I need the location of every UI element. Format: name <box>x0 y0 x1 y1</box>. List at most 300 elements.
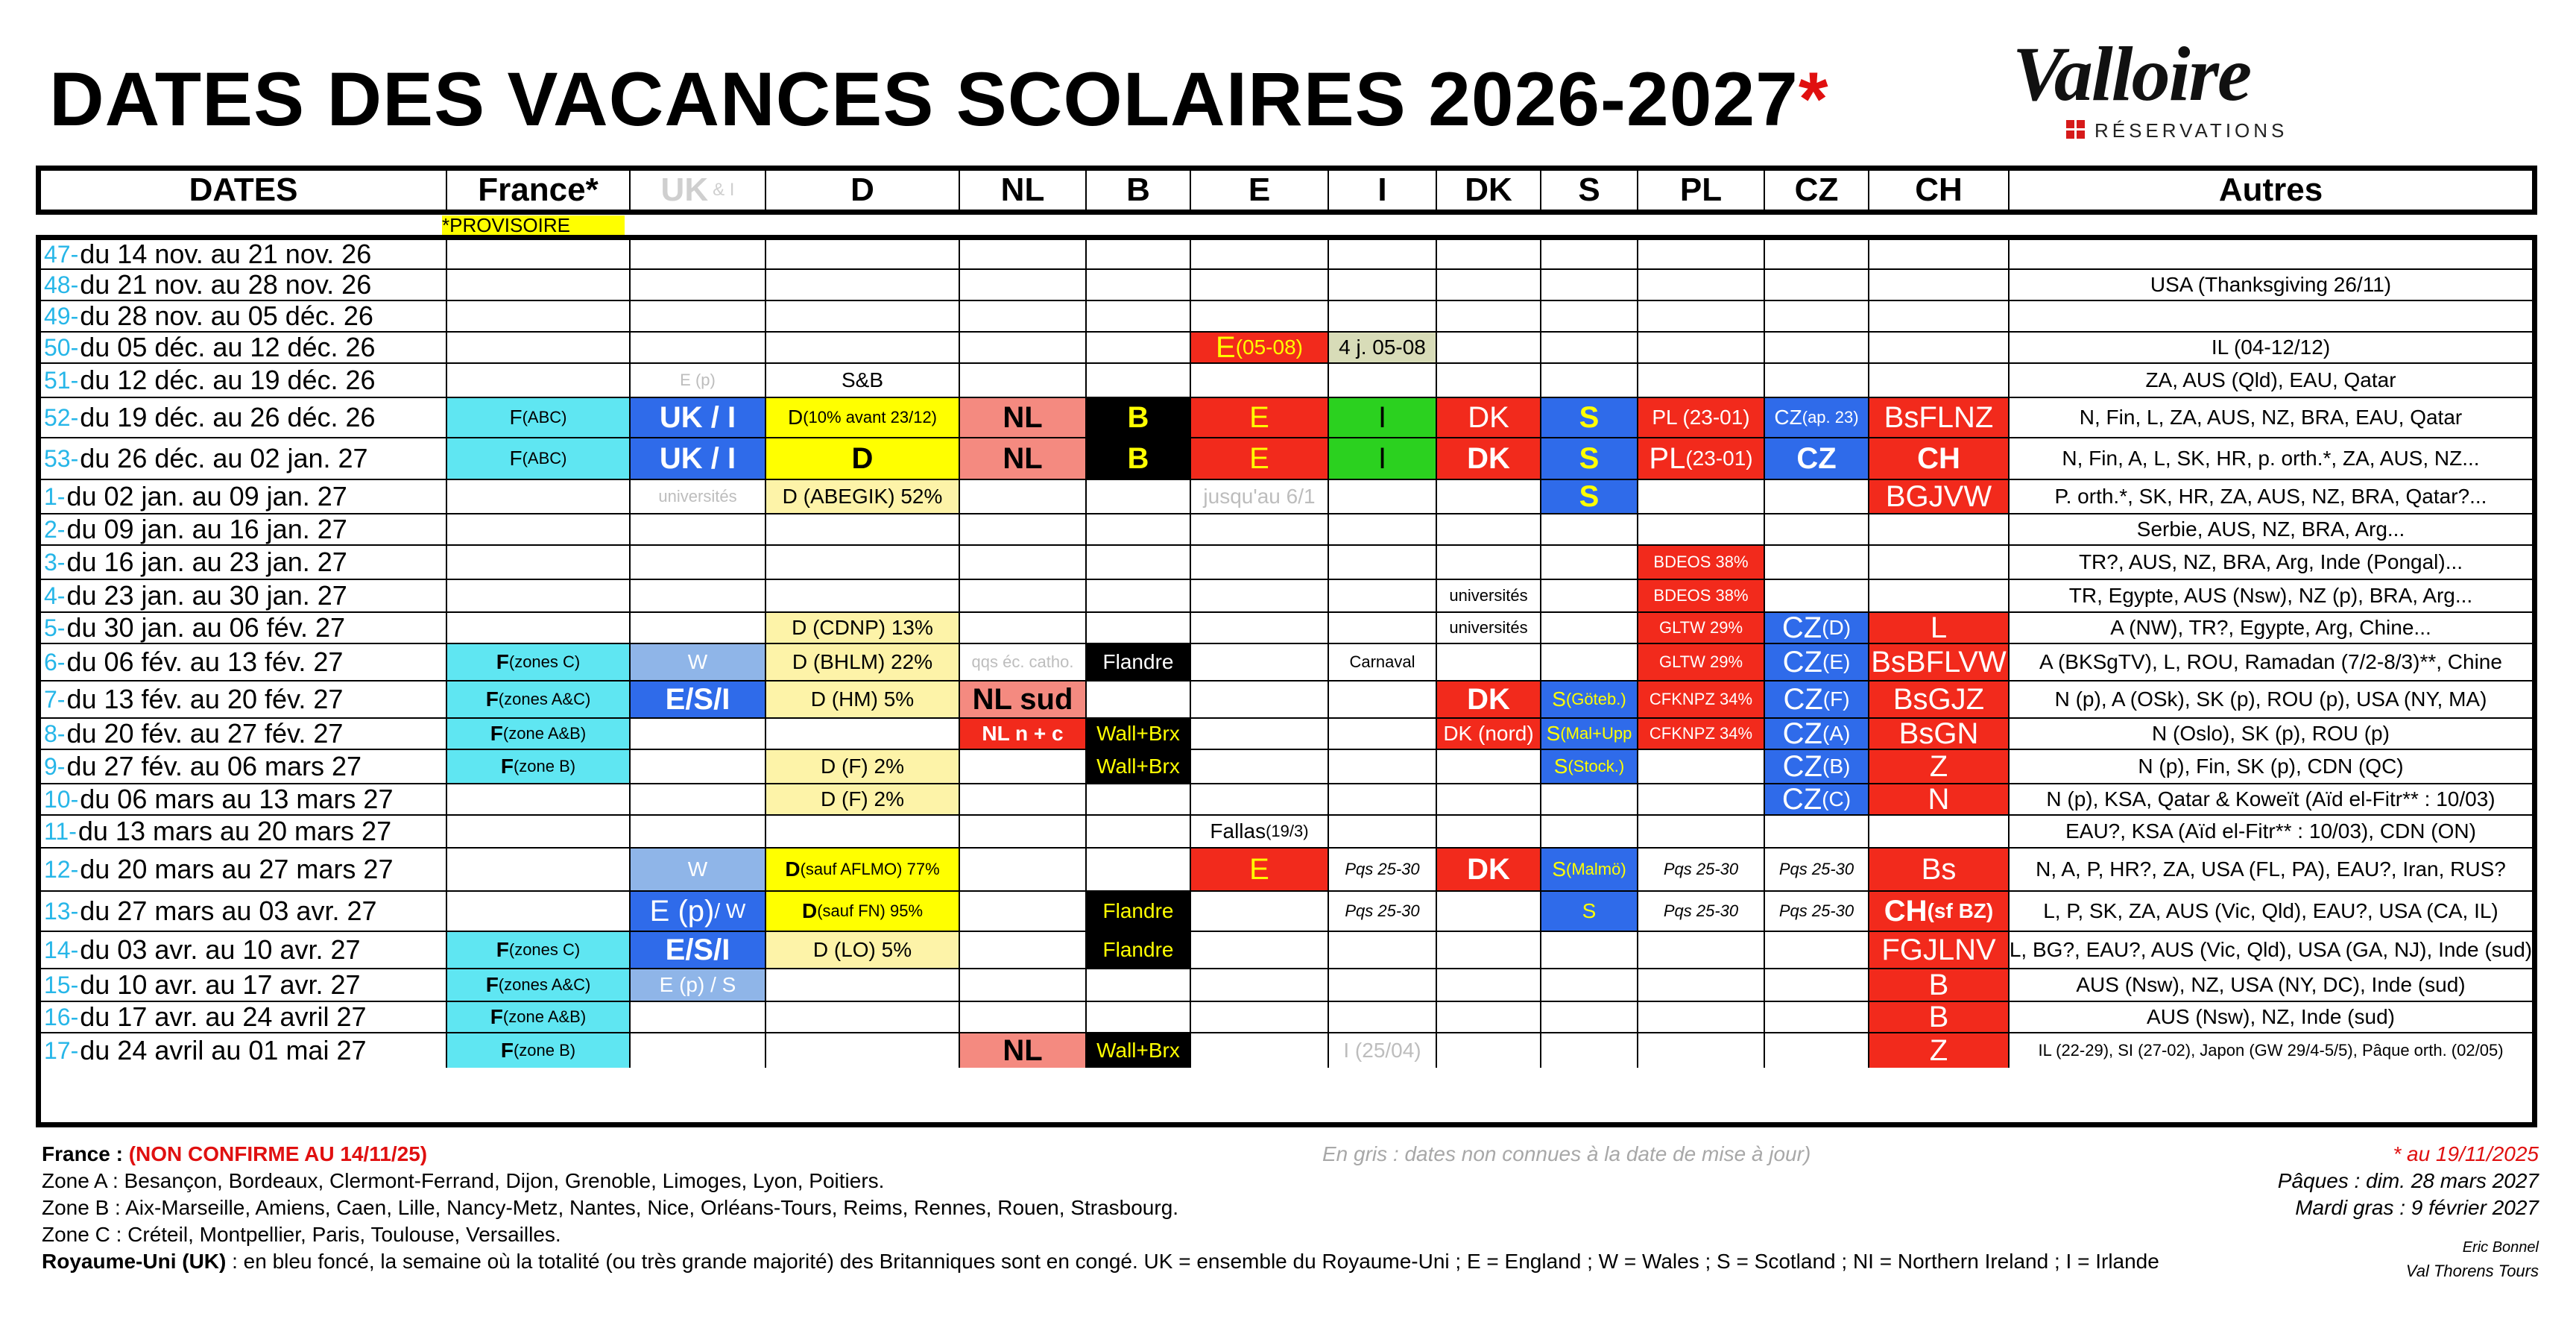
cell-ch: BsGN <box>1869 719 2010 749</box>
date-cell <box>41 546 447 579</box>
cell-pl <box>1638 270 1765 300</box>
date-cell <box>41 240 447 268</box>
cell-e <box>1191 892 1329 931</box>
date-cell <box>41 480 447 513</box>
cell-autres: ZA, AUS (Qld), EAU, Qatar <box>2145 368 2396 391</box>
cell-dk: DK <box>1437 398 1541 437</box>
header-nl: NL <box>960 171 1087 210</box>
week-number: 3- <box>44 548 66 576</box>
cell-nl <box>960 301 1087 331</box>
cell-pl <box>1638 514 1765 544</box>
cell-france: F (zones A&C) <box>447 682 631 717</box>
cell-dk <box>1437 546 1541 579</box>
cell-s <box>1541 613 1638 643</box>
cell-autres: AUS (Nsw), NZ, Inde (sud) <box>2147 1005 2395 1028</box>
cell-france: F (zones C) <box>447 932 631 968</box>
cell-dk <box>1437 816 1541 847</box>
date-cell <box>41 398 447 437</box>
cell-cz <box>1765 364 1869 397</box>
cell-pl <box>1638 784 1765 814</box>
cell-france: F (ABC) <box>447 398 631 437</box>
cell-uk: E (p) <box>631 364 766 397</box>
cell-s <box>1541 784 1638 814</box>
cell-e: E <box>1191 398 1329 437</box>
cell-pl: GLTW 29% <box>1638 644 1765 680</box>
header-cz: CZ <box>1765 171 1869 210</box>
cell-autres: N (p), KSA, Qatar & Koweït (Aïd el-Fitr** : 10/03) <box>2046 787 2496 810</box>
cell-i <box>1329 613 1437 643</box>
date-range: du 20 mars au 27 mars 27 <box>80 854 394 884</box>
date-cell <box>41 613 447 643</box>
cell-dk <box>1437 892 1541 931</box>
cell-e: E (05-08) <box>1191 333 1329 362</box>
cell-b: Wall+Brx <box>1087 719 1191 749</box>
cell-uk <box>631 514 766 544</box>
cell-autres: L, BG?, EAU?, AUS (Vic, Qld), USA (GA, NJ), Inde (sud) <box>2010 938 2532 961</box>
date-cell <box>41 682 447 717</box>
week-number: 2- <box>44 515 66 543</box>
table-row <box>41 932 2532 969</box>
cell-b: Wall+Brx <box>1087 750 1191 783</box>
cell-france <box>447 514 631 544</box>
cell-nl <box>960 816 1087 847</box>
cell-d: D (F) 2% <box>766 784 960 814</box>
cell-ch: Bs <box>1869 849 2010 890</box>
date-range: du 12 déc. au 19 déc. 26 <box>80 365 376 395</box>
week-number: 1- <box>44 482 66 510</box>
cell-nl: NL <box>960 398 1087 437</box>
cell-ch <box>1869 333 2010 362</box>
page-title: DATES DES VACANCES SCOLAIRES 2026-2027* <box>49 57 1829 142</box>
logo-dots-icon <box>2066 120 2086 139</box>
cell-pl: BDEOS 38% <box>1638 580 1765 611</box>
table-row <box>41 1002 2532 1033</box>
week-number: 10- <box>44 785 79 813</box>
table-row <box>41 364 2532 398</box>
cell-france: F (zone B) <box>447 750 631 783</box>
cell-d: D (10% avant 23/12) <box>766 398 960 437</box>
cell-dk <box>1437 364 1541 397</box>
cell-nl: NL <box>960 438 1087 479</box>
cell-france <box>447 240 631 268</box>
header-france: France* <box>447 171 631 210</box>
cell-dk <box>1437 969 1541 1001</box>
cell-france: F (zones C) <box>447 644 631 680</box>
date-cell <box>41 270 447 300</box>
cell-b <box>1087 480 1191 513</box>
cell-e <box>1191 644 1329 680</box>
table-row <box>41 892 2532 932</box>
cell-pl <box>1638 1002 1765 1032</box>
cell-ch: B <box>1869 969 2010 1001</box>
table-row <box>41 969 2532 1002</box>
cell-autres: TR?, AUS, NZ, BRA, Arg, Inde (Pongal)... <box>2078 550 2463 573</box>
date-range: du 03 avr. au 10 avr. 27 <box>80 934 361 965</box>
week-number: 13- <box>44 897 79 925</box>
header-dk: DK <box>1437 171 1541 210</box>
table-row <box>41 301 2532 333</box>
cell-pl <box>1638 333 1765 362</box>
cell-nl <box>960 240 1087 268</box>
footer-mardi-gras: Mardi gras : 9 février 2027 <box>2295 1196 2539 1219</box>
cell-france <box>447 613 631 643</box>
cell-cz <box>1765 969 1869 1001</box>
cell-b: Flandre <box>1087 892 1191 931</box>
footer-france-label: France : <box>42 1142 123 1165</box>
cell-cz: CZ (D) <box>1765 613 1869 643</box>
cell-pl: CFKNPZ 34% <box>1638 682 1765 717</box>
cell-i <box>1329 546 1437 579</box>
cell-uk: E (p) / W <box>631 892 766 931</box>
cell-i <box>1329 784 1437 814</box>
cell-s <box>1541 816 1638 847</box>
table-row <box>41 750 2532 784</box>
cell-i <box>1329 932 1437 968</box>
cell-uk: W <box>631 849 766 890</box>
cell-i: I <box>1329 438 1437 479</box>
cell-s: S <box>1541 892 1638 931</box>
cell-d: D (sauf FN) 95% <box>766 892 960 931</box>
date-range: du 24 avril au 01 mai 27 <box>80 1035 367 1066</box>
date-range: du 17 avr. au 24 avril 27 <box>80 1002 367 1032</box>
cell-autres: USA (Thanksgiving 26/11) <box>2150 273 2392 296</box>
date-range: du 05 déc. au 12 déc. 26 <box>80 333 376 362</box>
cell-i: Pqs 25-30 <box>1329 892 1437 931</box>
logo-subtitle: RÉSERVATIONS <box>2094 119 2288 142</box>
date-cell <box>41 932 447 968</box>
week-number: 7- <box>44 685 66 713</box>
date-cell <box>41 719 447 749</box>
cell-dk <box>1437 784 1541 814</box>
cell-france <box>447 364 631 397</box>
table-row <box>41 270 2532 301</box>
cell-e <box>1191 240 1329 268</box>
cell-cz <box>1765 816 1869 847</box>
cell-france: F (zone B) <box>447 1033 631 1068</box>
cell-dk <box>1437 1033 1541 1068</box>
cell-s <box>1541 546 1638 579</box>
week-number: 48- <box>44 271 79 298</box>
cell-autres: N, Fin, L, ZA, AUS, NZ, BRA, EAU, Qatar <box>2079 406 2463 429</box>
cell-france: F (ABC) <box>447 438 631 479</box>
cell-uk: E/S/I <box>631 682 766 717</box>
cell-dk <box>1437 750 1541 783</box>
cell-s <box>1541 240 1638 268</box>
cell-autres <box>2010 240 2532 268</box>
table-row <box>41 784 2532 816</box>
header-b: B <box>1087 171 1191 210</box>
date-range: du 26 déc. au 02 jan. 27 <box>80 443 368 473</box>
cell-france <box>447 580 631 611</box>
provisoire-label: *PROVISOIRE <box>442 215 625 236</box>
cell-b <box>1087 514 1191 544</box>
cell-s <box>1541 580 1638 611</box>
cell-ch <box>1869 364 2010 397</box>
header-ch: CH <box>1869 171 2010 210</box>
cell-b: Wall+Brx <box>1087 1033 1191 1068</box>
cell-uk <box>631 546 766 579</box>
cell-nl <box>960 849 1087 890</box>
footer-zone-b: Zone B : Aix-Marseille, Amiens, Caen, Lille, Nancy-Metz, Nantes, Nice, Orléans-Tours, Reims, Rennes, Rouen, Strasbourg. <box>42 1196 1179 1219</box>
cell-pl <box>1638 969 1765 1001</box>
table-row <box>41 438 2532 480</box>
cell-nl <box>960 546 1087 579</box>
header-uk: UK & I <box>631 171 766 210</box>
cell-autres: N, A, P, HR?, ZA, USA (FL, PA), EAU?, Iran, RUS? <box>2036 857 2506 881</box>
footer-uk-label: Royaume-Uni (UK) <box>42 1250 227 1273</box>
cell-uk <box>631 816 766 847</box>
cell-cz <box>1765 546 1869 579</box>
cell-cz <box>1765 514 1869 544</box>
cell-s <box>1541 364 1638 397</box>
date-range: du 30 jan. au 06 fév. 27 <box>66 613 346 643</box>
week-number: 8- <box>44 720 66 747</box>
cell-cz <box>1765 333 1869 362</box>
cell-nl <box>960 580 1087 611</box>
header-d: D <box>766 171 960 210</box>
cell-b <box>1087 969 1191 1001</box>
cell-d <box>766 301 960 331</box>
header-dates: DATES <box>41 171 447 210</box>
cell-nl: qqs éc. catho. <box>960 644 1087 680</box>
date-cell <box>41 438 447 479</box>
cell-nl <box>960 364 1087 397</box>
date-cell <box>41 750 447 783</box>
cell-uk: W <box>631 644 766 680</box>
cell-i <box>1329 969 1437 1001</box>
cell-s <box>1541 969 1638 1001</box>
cell-pl <box>1638 932 1765 968</box>
week-number: 5- <box>44 614 66 641</box>
cell-france: F (zone A&B) <box>447 1002 631 1032</box>
cell-ch <box>1869 301 2010 331</box>
cell-pl <box>1638 1033 1765 1068</box>
cell-dk <box>1437 301 1541 331</box>
date-range: du 23 jan. au 30 jan. 27 <box>66 580 347 611</box>
cell-s: S <box>1541 480 1638 513</box>
week-number: 50- <box>44 333 79 361</box>
cell-ch <box>1869 816 2010 847</box>
holiday-table <box>36 235 2537 1127</box>
cell-autres: N, Fin, A, L, SK, HR, p. orth.*, ZA, AUS, NZ... <box>2062 447 2480 470</box>
cell-cz <box>1765 240 1869 268</box>
cell-france <box>447 892 631 931</box>
cell-s: S <box>1541 438 1638 479</box>
cell-uk <box>631 333 766 362</box>
cell-d: D <box>766 438 960 479</box>
table-header <box>36 166 2537 215</box>
cell-cz: CZ (F) <box>1765 682 1869 717</box>
cell-nl <box>960 750 1087 783</box>
cell-ch: BsFLNZ <box>1869 398 2010 437</box>
cell-nl: NL n + c <box>960 719 1087 749</box>
week-number: 12- <box>44 855 79 883</box>
cell-nl <box>960 784 1087 814</box>
cell-autres: EAU?, KSA (Aïd el-Fitr** : 10/03), CDN (ON) <box>2065 819 2476 843</box>
cell-b <box>1087 546 1191 579</box>
cell-d: D (LO) 5% <box>766 932 960 968</box>
date-range: du 06 mars au 13 mars 27 <box>80 784 394 814</box>
table-row <box>41 849 2532 892</box>
cell-autres: A (BKSgTV), L, ROU, Ramadan (7/2-8/3)**, Chine <box>2039 650 2502 673</box>
cell-ch <box>1869 270 2010 300</box>
table-row <box>41 682 2532 719</box>
cell-i <box>1329 480 1437 513</box>
cell-e: E <box>1191 438 1329 479</box>
cell-dk: universités <box>1437 580 1541 611</box>
cell-ch: BsGJZ <box>1869 682 2010 717</box>
cell-cz: Pqs 25-30 <box>1765 892 1869 931</box>
cell-s: S (Malmö) <box>1541 849 1638 890</box>
date-cell <box>41 514 447 544</box>
cell-b <box>1087 364 1191 397</box>
cell-b <box>1087 270 1191 300</box>
cell-pl: PL (23-01) <box>1638 398 1765 437</box>
cell-s: S (Göteb.) <box>1541 682 1638 717</box>
cell-ch: Z <box>1869 1033 2010 1068</box>
date-cell <box>41 301 447 331</box>
cell-pl <box>1638 301 1765 331</box>
cell-autres <box>2010 301 2532 331</box>
cell-b <box>1087 784 1191 814</box>
cell-dk: DK <box>1437 682 1541 717</box>
cell-ch: B <box>1869 1002 2010 1032</box>
cell-cz: CZ (ap. 23) <box>1765 398 1869 437</box>
cell-pl: CFKNPZ 34% <box>1638 719 1765 749</box>
week-number: 6- <box>44 648 66 676</box>
cell-dk <box>1437 270 1541 300</box>
cell-cz <box>1765 301 1869 331</box>
cell-d: D (CDNP) 13% <box>766 613 960 643</box>
date-range: du 06 fév. au 13 fév. 27 <box>66 646 344 677</box>
date-range: du 27 fév. au 06 mars 27 <box>66 751 362 781</box>
date-range: du 16 jan. au 23 jan. 27 <box>66 547 347 577</box>
cell-s <box>1541 270 1638 300</box>
cell-cz: CZ <box>1765 438 1869 479</box>
cell-ch: Z <box>1869 750 2010 783</box>
cell-s <box>1541 333 1638 362</box>
cell-dk <box>1437 333 1541 362</box>
date-range: du 28 nov. au 05 déc. 26 <box>80 301 373 331</box>
cell-i <box>1329 364 1437 397</box>
cell-d <box>766 240 960 268</box>
header-pl: PL <box>1638 171 1765 210</box>
cell-autres: P. orth.*, SK, HR, ZA, AUS, NZ, BRA, Qatar?... <box>2054 485 2487 508</box>
cell-pl: Pqs 25-30 <box>1638 849 1765 890</box>
date-cell <box>41 849 447 890</box>
cell-pl <box>1638 364 1765 397</box>
cell-b <box>1087 333 1191 362</box>
cell-b: Flandre <box>1087 932 1191 968</box>
cell-b: B <box>1087 398 1191 437</box>
cell-e <box>1191 613 1329 643</box>
table-row <box>41 1033 2532 1068</box>
date-range: du 20 fév. au 27 fév. 27 <box>66 719 344 749</box>
cell-b <box>1087 682 1191 717</box>
cell-d <box>766 1002 960 1032</box>
cell-b <box>1087 816 1191 847</box>
cell-e <box>1191 270 1329 300</box>
cell-i <box>1329 270 1437 300</box>
cell-uk: universités <box>631 480 766 513</box>
cell-b: B <box>1087 438 1191 479</box>
table-row <box>41 398 2532 438</box>
header-autres: Autres <box>2218 171 2323 208</box>
cell-dk <box>1437 932 1541 968</box>
cell-ch: BsBFLVW <box>1869 644 2010 680</box>
cell-autres: IL (22-29), SI (27-02), Japon (GW 29/4-5/5), Pâque orth. (02/05) <box>2038 1041 2504 1060</box>
cell-uk: E/S/I <box>631 932 766 968</box>
cell-pl <box>1638 240 1765 268</box>
cell-i: Carnaval <box>1329 644 1437 680</box>
footer-author: Eric Bonnel <box>2462 1239 2539 1256</box>
cell-nl: NL sud <box>960 682 1087 717</box>
cell-b <box>1087 301 1191 331</box>
cell-d <box>766 580 960 611</box>
cell-e <box>1191 1033 1329 1068</box>
week-number: 11- <box>44 817 77 845</box>
cell-d: D (F) 2% <box>766 750 960 783</box>
cell-i: I <box>1329 398 1437 437</box>
cell-i <box>1329 1002 1437 1032</box>
cell-nl <box>960 613 1087 643</box>
header-e: E <box>1191 171 1329 210</box>
cell-nl <box>960 969 1087 1001</box>
cell-nl <box>960 1002 1087 1032</box>
cell-b <box>1087 240 1191 268</box>
date-cell <box>41 969 447 1001</box>
cell-d <box>766 719 960 749</box>
cell-d: D (HM) 5% <box>766 682 960 717</box>
cell-pl: GLTW 29% <box>1638 613 1765 643</box>
date-cell <box>41 1033 447 1068</box>
cell-d: D (BHLM) 22% <box>766 644 960 680</box>
valloire-logo <box>2012 31 2288 142</box>
cell-pl <box>1638 750 1765 783</box>
cell-i <box>1329 682 1437 717</box>
cell-dk <box>1437 644 1541 680</box>
cell-dk: DK <box>1437 438 1541 479</box>
week-number: 53- <box>44 444 79 472</box>
footer-zone-a: Zone A : Besançon, Bordeaux, Clermont-Ferrand, Dijon, Grenoble, Limoges, Lyon, Poitiers. <box>42 1169 885 1192</box>
cell-e: Fallas (19/3) <box>1191 816 1329 847</box>
cell-cz <box>1765 480 1869 513</box>
date-cell <box>41 784 447 814</box>
table-row <box>41 816 2532 849</box>
cell-s <box>1541 1002 1638 1032</box>
cell-s <box>1541 301 1638 331</box>
cell-ch <box>1869 546 2010 579</box>
cell-autres: A (NW), TR?, Egypte, Arg, Chine... <box>2110 616 2431 639</box>
date-cell <box>41 1002 447 1032</box>
cell-e <box>1191 1002 1329 1032</box>
cell-i <box>1329 816 1437 847</box>
cell-e <box>1191 546 1329 579</box>
cell-s: S <box>1541 398 1638 437</box>
week-number: 17- <box>44 1036 79 1064</box>
week-number: 47- <box>44 240 79 268</box>
cell-e <box>1191 932 1329 968</box>
cell-uk <box>631 784 766 814</box>
cell-ch: N <box>1869 784 2010 814</box>
cell-nl <box>960 514 1087 544</box>
table-row <box>41 719 2532 750</box>
table-row <box>41 514 2532 546</box>
cell-s <box>1541 1033 1638 1068</box>
cell-cz: CZ (A) <box>1765 719 1869 749</box>
cell-autres: IL (04-12/12) <box>2211 336 2331 359</box>
table-row <box>41 580 2532 613</box>
